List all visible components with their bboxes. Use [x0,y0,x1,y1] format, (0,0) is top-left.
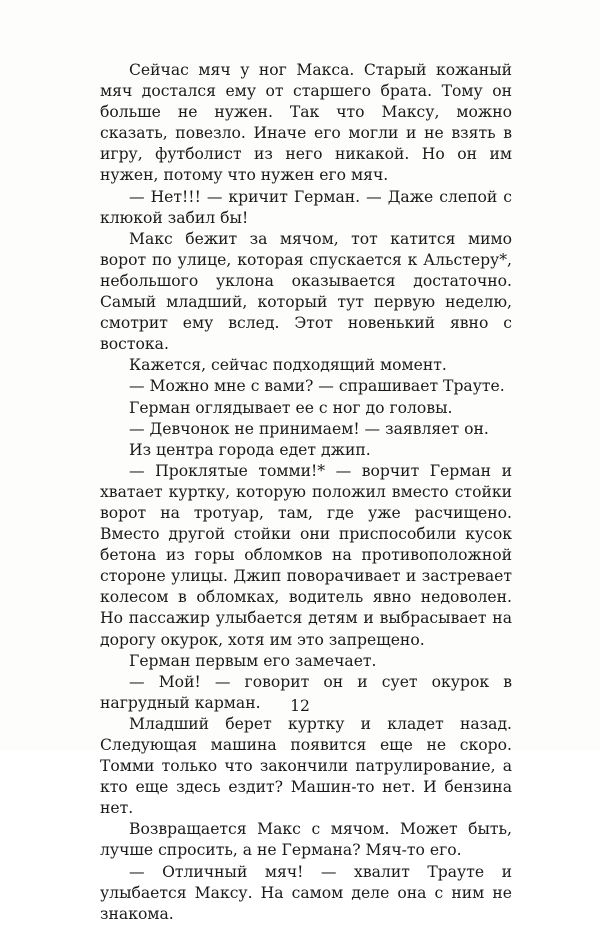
paragraph: Младший берет куртку и кладет назад. Следующая машина появится еще не скоро. Томми только что закончили патрулирование, а кто еще здесь ездит? Машин-то нет. И бензина нет. [100,714,512,818]
paragraph: Сейчас мяч у ног Макса. Старый кожаный мяч достался ему от старшего брата. Тому он больше не нужен. Так что Максу, можно сказать, повезло. Иначе его могли и не взять в игру, футболист из него никакой. Но он им нужен, потому что нужен его мяч. [100,61,512,185]
paragraph: — Мой! — говорит он и сует окурок в нагрудный карман. [100,672,512,712]
paragraph: — Проклятые томми!* — ворчит Герман и хватает куртку, которую положил вместо стойки ворот на тротуар, там, где уже расчищено. Вместо другой стойки они приспособили кусок бетона из горы обломков на противоположной стороне улицы. Джип поворачивает и застревает колесом в обломках, водитель явно недоволен. Но пассажир улыбается детям и выбрасывает на дорогу окурок, хотя им это запрещено. [100,461,512,649]
paragraph: Герман первым его замечает. [129,651,377,670]
paragraph: — Нет!!! — кричит Герман. — Даже слепой с клюкой забил бы! [100,187,512,227]
page-number: 12 [290,697,310,715]
paragraph: Кажется, сейчас подходящий момент. [129,356,447,375]
paragraph: Макс бежит за мячом, тот катится мимо ворот по улице, которая спускается к Альстеру*, небольшого уклона оказывается достаточно. Самый младший, который тут первую неделю, смотрит ему вслед. Этот новенький явно с востока. [100,229,512,354]
paragraph: Из центра города едет джип. [129,440,371,459]
paragraph: — Можно мне с вами? — спрашивает Траутe. [129,377,505,396]
paragraph: Возвращается Макс с мячом. Может быть, лучше спросить, а не Германа? Мяч-то его. [100,820,512,860]
body-text [100,60,512,925]
paragraph: — Девчонок не принимаем! — заявляет он. [129,419,489,438]
paragraph: Герман оглядывает ее с ног до головы. [129,398,453,417]
paragraph: — Отличный мяч! — хвалит Траутe и улыбается Максу. На самом деле она с ним не знакома. [100,862,512,923]
